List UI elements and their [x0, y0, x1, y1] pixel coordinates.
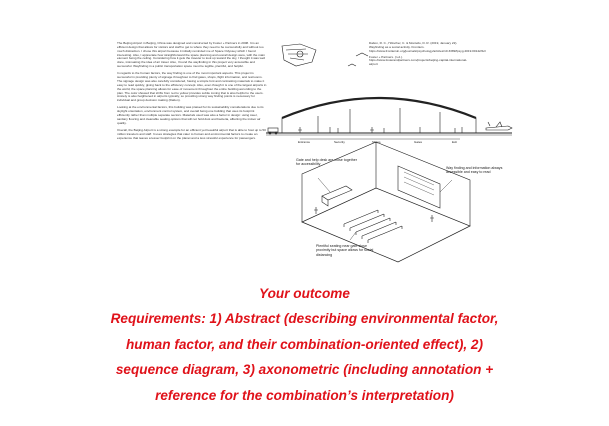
outcome-title: Your outcome — [259, 286, 350, 301]
section-diagram — [266, 98, 512, 139]
people-icon — [298, 127, 462, 133]
essay-paragraph-1: The Beijing Airport in Beijing, China was designed and constructed by Foster + Partners in 2008. It is an efficient design that allows for visitors and staff to get to where they need to be successfully and without too much distraction. I chose this airport because it initially reminded me of Space Odyssey which I found interesting. Also, I appreciate how straightforward the space planning and overall design were, with the main element being the ceiling. Considering how it gets the traveler to look up toward the sky, I thought it was well done, insinuating the idea of air travel. Also, I found the wayfinding in this project very accessible and successful. Wayfinding in a public transportation space must be legible, plentiful, and helpful. — [117, 41, 266, 69]
requirement-line-3: sequence diagram, 3) axonometric (including annotation + — [115, 362, 494, 377]
reference-2: Foster + Partners. (n.d.). https://www.fosterandpartners.com/projects/beijing-capital-international-airport — [369, 54, 468, 67]
annotation-seating: Plentiful seating near gate close proximity but space allows for social distancing — [316, 244, 374, 257]
essay-paragraph-4: Overall, the Beijing Airport is a strong example for an efficient yet beautiful airport that is able to host up to 50 million travelers and staff. It uses strategies that cater to human and environmental factors to create an experience that leaves a lesser footprint on the planet and a less stressful experience for passengers. — [117, 128, 266, 140]
sequence-label-2: Security — [334, 140, 345, 144]
requirement-line-2: human factor, and their combination-oriented effect), 2) — [125, 337, 483, 352]
sequence-label-3: Shops — [372, 140, 381, 144]
essay-paragraph-3: Looking at the environmental factors, this building was praised for its sustainability considerations due to its skylight orientation, environment control system, and overall being one building that uses its footprint efficiently rather than multiple separate sectors. Materials used was also a factor in design: using steel, sanitary flooring and cleanable seating options that will not hold dust and bacteria, affecting the indoor air quality. — [117, 105, 264, 125]
essay-paragraph-2: In regards to the human factors, the way finding is one of the most important aspects. This project is successful in providing plenty of signage throughout to find gates, shops, flight information, and restrooms. The signage design was also carefully considered, having a simple font and contrasting materials to make it easy to read quickly, giving back to the efficiency concept. Also, even though it is one of the largest airports in the world, the space planning allows for ease of movement throughout the entire building according to the plan. The color showed that shifts from red to yellow provides subtle zoning that is also helpful to the users. Anxiety is also heightened in airports typically, so providing strong way finding points is necessary for individual and group decision making (Dalton). — [117, 71, 267, 103]
airplane-icon — [486, 122, 512, 130]
requirement-line-4: reference for the combination’s interpretation) — [155, 388, 454, 403]
annotation-wayfinding: Way finding and information always accessible and easy to read — [446, 166, 503, 175]
sequence-label-1: Entrance — [298, 140, 311, 144]
plan-sketch — [282, 44, 368, 66]
reference-1: Dalton, R. C., Hölscher, C. & Montello, D. R. (2019, January 22). Wayfinding as a social activity. Frontiers. https://www.frontiersin.org/journals/psychology/articles/10.3389/fpsyg.2019.00142/full — [369, 41, 486, 53]
requirement-line-1: Requirements: 1) Abstract (describing environmental factor, — [110, 311, 499, 326]
sequence-label-5: Exit — [452, 140, 458, 144]
sequence-label-4: Gates — [414, 140, 423, 144]
annotation-gate-desk: Gate and help desk are close together for accessibility — [296, 158, 357, 167]
seating-rows — [344, 210, 402, 243]
